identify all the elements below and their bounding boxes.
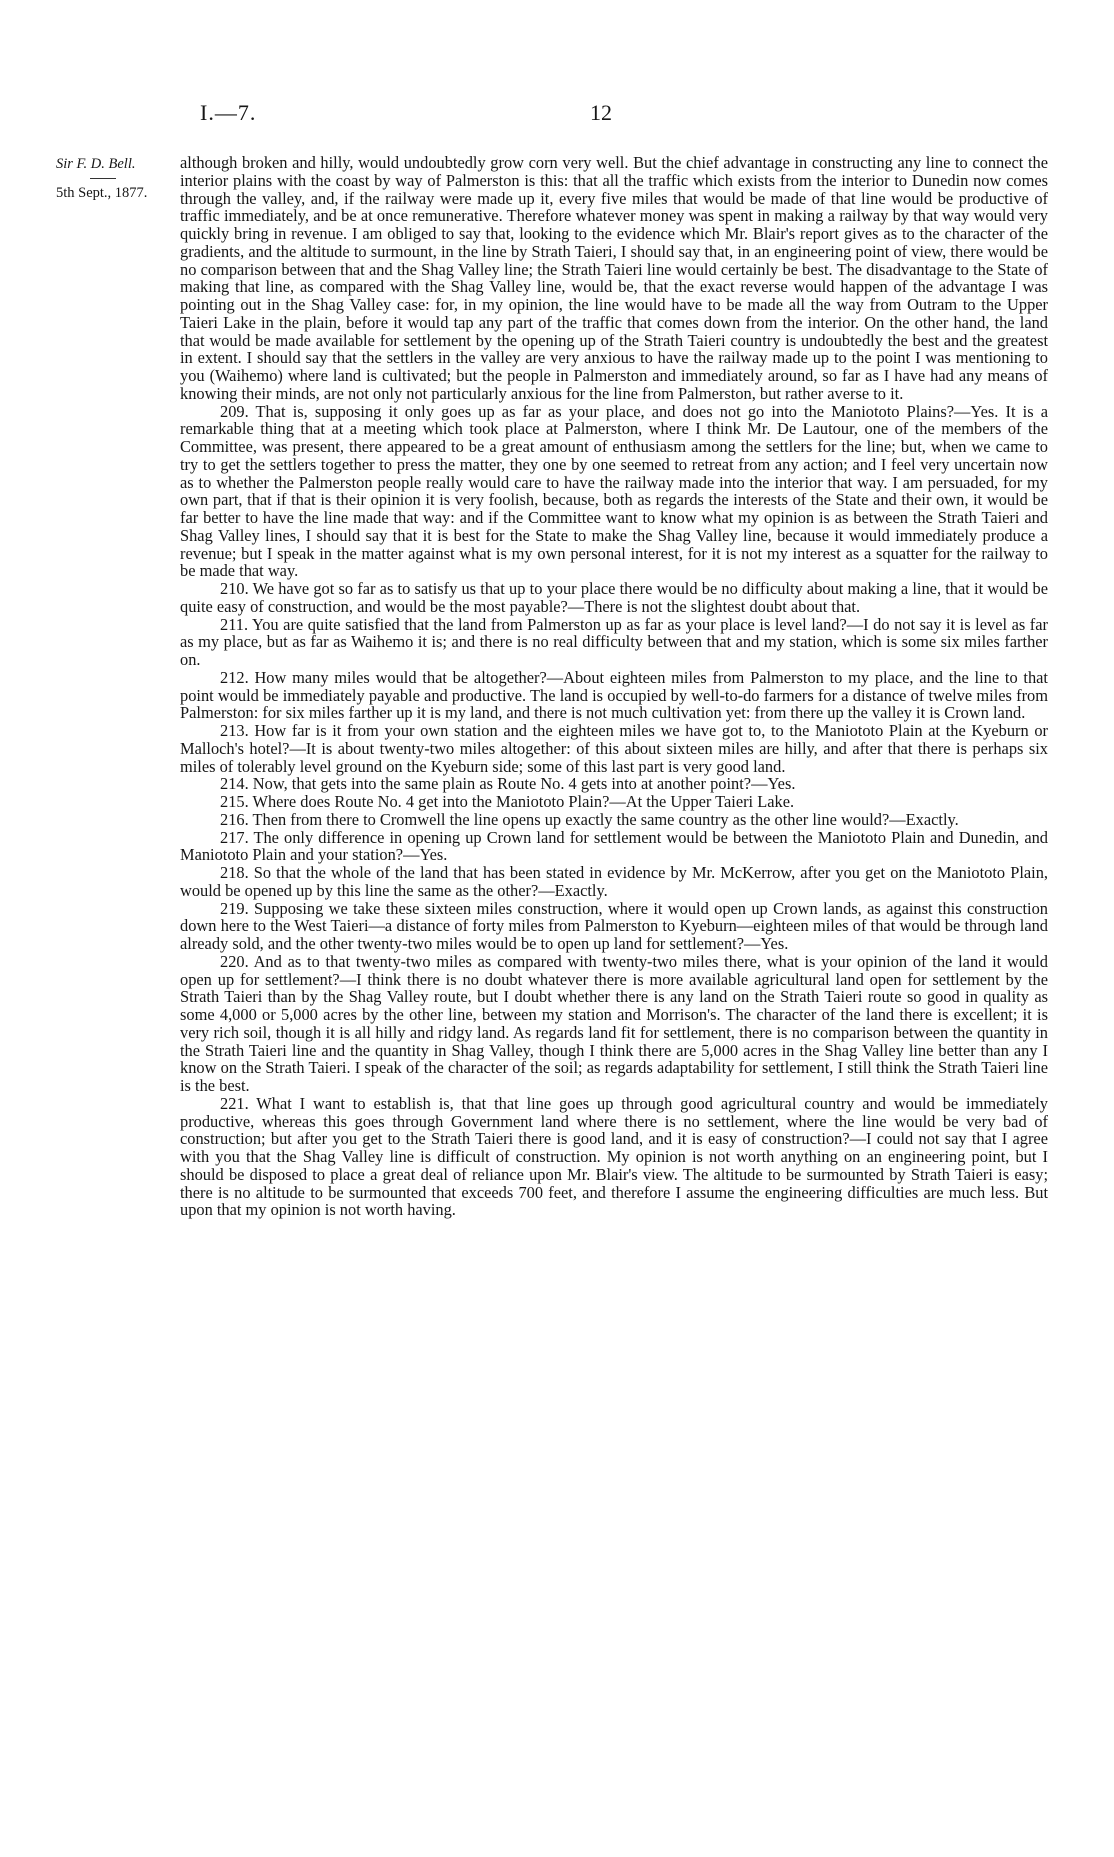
- continued-answer-paragraph: although broken and hilly, would undoubtedly grow corn very well. But the chief advantage in constructing any line to connect the interior plains with the coast by way of Palmerston is this: that all the traffic which exists from the interior to Dunedin now comes through the valley, and, if the railway were made up it, every five miles that would be made of that line would be productive of traffic immediately, and be at once remunerative. Therefore whatever money was spent in making a railway by that way would very quickly bring in revenue. I am obliged to say that, looking to the evidence which Mr. Blair's report gives as to the character of the gradients, and the altitude to surmount, in the line by Strath Taieri, I should say that, in an engineering point of view, there would be no comparison between that and the Shag Valley line; the Strath Taieri line would certainly be best. The disadvantage to the State of making that line, as compared with the Shag Valley line, would be, that the exact reverse would happen of the advantage I was pointing out in the Shag Valley case: for, in my opinion, the line would have to be made all the way from Outram to the Upper Taieri Lake in the plain, before it would tap any part of the traffic that comes down from the interior. On the other hand, the land that would be made available for settlement by the opening up of the Strath Taieri country is undoubtedly the best and the greatest in extent. I should say that the settlers in the valley are very anxious to have the railway made up to the point I was mentioning to you (Waihemo) where land is cultivated; but the people in Palmerston and immediately around, so far as I have had any means of knowing their minds, are not only not particularly anxious for the line from Palmerston, but rather averse to it.: [180, 153, 1048, 403]
- page-header: [200, 100, 640, 132]
- question-221: 221. What I want to establish is, that that line goes up through good agricultural country and would be immediately productive, whereas this goes through Government land where there is no settlement, where the line would be very bad of construction; but after you get to the Strath Taieri there is good land, and it is easy of construction?—I could not say that I agree with you that the Shag Valley line is difficult of construction. My opinion is not worth anything on an engineering point, but I should be disposed to place a great deal of reliance upon Mr. Blair's view. The altitude to be surmounted by Strath Taieri is easy; there is no altitude to be surmounted that exceeds 700 feet, and therefore I assume the engineering difficulties are much less. But upon that my opinion is not worth having.: [180, 1093, 1048, 1220]
- question-220: 220. And as to that twenty-two miles as compared with twenty-two miles there, what is your opinion of the land it would open up for settlement?—I think there is no doubt whatever there is more available agricultural land open for settlement by the Strath Taieri than by the Shag Valley route, but I doubt whether there is any land on the Strath Taieri route so good in quality as some 4,000 or 5,000 acres by the other line, between my station and Morrison's. The character of the land there is excellent; it is very rich soil, though it is all hilly and ridgy land. As regards land fit for settlement, there is no comparison between the quantity in the Strath Taieri line and the quantity in Shag Valley, though I think there are 5,000 acres in the Shag Valley line better than any I know on the Strath Taieri. I speak of the character of the soil; as regards adaptability for settlement, I still think the Strath Taieri line is the best.: [180, 951, 1048, 1095]
- witness-name: Sir F. D. Bell.: [56, 156, 136, 172]
- question-215: 215. Where does Route No. 4 get into the Maniototo Plain?—At the Upper Taieri Lake.: [220, 792, 795, 811]
- question-218: 218. So that the whole of the land that has been stated in evidence by Mr. McKerrow, after you get on the Maniototo Plain, would be opened up by this line the same as the other?—Exactly.: [180, 863, 1048, 900]
- question-212: 212. How many miles would that be altogether?—About eighteen miles from Palmerston to my place, and the line to that point would be immediately payable and productive. The land is occupied by well-to-do farmers for a distance of twelve miles from Palmerston: for six miles farther up it is my land, and there is not much cultivation yet: from there up the valley it is Crown land.: [180, 667, 1048, 723]
- evidence-date: 5th Sept., 1877.: [56, 185, 148, 201]
- question-209: 209. That is, supposing it only goes up as far as your place, and does not go into the Maniototo Plains?—Yes. It is a remarkable thing that at a meeting which took place at Palmerston, where I think Mr. De Lautour, one of the members of the Committee, was present, there appeared to be a great amount of enthusiasm among the settlers for the line; but, when we came to try to get the settlers together to press the matter, they one by one seemed to retreat from any action; and I feel very uncertain now as to whether the Palmerston people really would care to have the railway made into the interior that way. I am persuaded, for my own part, that if that is their opinion it is very foolish, because, both as regards the interests of the State and their own, it would be far better to have the line made that way: and if the Committee want to know what my opinion is as between the Strath Taieri and Shag Valley lines, I should say that it is best for the State to make the Shag Valley line, because it would immediately produce a revenue; but I speak in the matter against what is my own personal interest, for it is not my interest as a squatter for the railway to be made that way.: [180, 401, 1048, 581]
- question-211: 211. You are quite satisfied that the land from Palmerston up as far as your place is level land?—I do not say it is level as far as my place, but as far as Waihemo it is; and there is no real difficulty between that and my station, which is some six miles farther on.: [180, 614, 1048, 669]
- question-217: 217. The only difference in opening up Crown land for settlement would be between the Maniototo Plain and Dunedin, and Maniototo Plain and your station?—Yes.: [180, 827, 1048, 865]
- parliamentary-paper-reference: I.—7.: [200, 100, 257, 125]
- question-214: 214. Now, that gets into the same plain as Route No. 4 gets into at another point?—Yes.: [220, 774, 796, 794]
- question-210: 210. We have got so far as to satisfy us that up to your place there would be no difficulty about making a line, that it would be quite easy of construction, and would be the most payable?—There is not the slightest doubt about that.: [180, 579, 1048, 616]
- margin-note: [56, 156, 180, 202]
- page-number: 12: [590, 100, 612, 125]
- question-216: 216. Then from there to Cromwell the line opens up exactly the same country as the other line would?—Exactly.: [220, 809, 959, 829]
- evidence-body: [180, 154, 1048, 1219]
- question-213: 213. How far is it from your own station and the eighteen miles we have got to, to the Maniototo Plain at the Kyeburn or Malloch's hotel?—It is about twenty-two miles altogether: of this about sixteen miles are hilly, and after that there is perhaps six miles of tolerably level ground on the Kyeburn side; some of this last part is very good land.: [180, 721, 1048, 776]
- margin-divider: [90, 178, 116, 179]
- question-219: 219. Supposing we take these sixteen miles construction, where it would open up Crown lands, as against this construction down here to the West Taieri—a distance of forty miles from Palmerston to Kyeburn—eighteen miles of that would be through land already sold, and the other twenty-two miles would be to open up land for settlement?—Yes.: [180, 898, 1048, 953]
